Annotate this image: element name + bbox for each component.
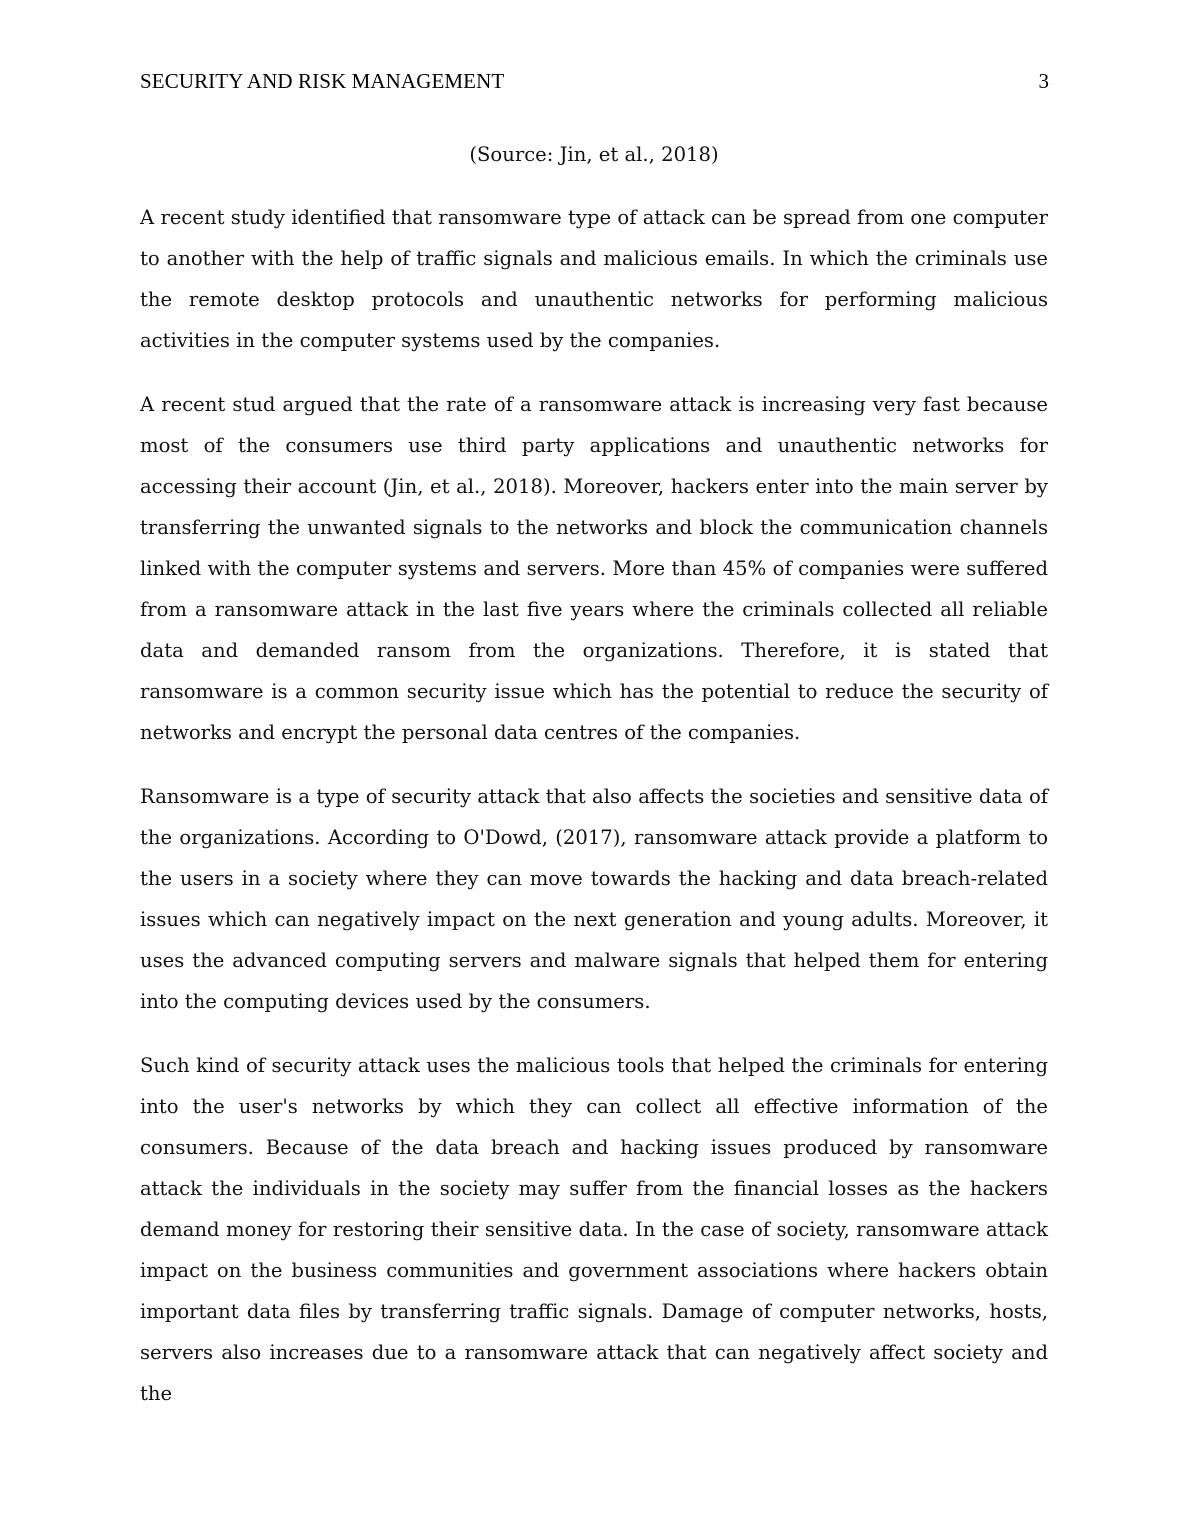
paragraph-ransomware-spread: A recent study identified that ransomware type of attack can be spread from one computer to another with the help of traffic signals and malicious emails. In which the criminals use the remote desktop protocols and unauthentic networks for performing malicious activities in the computer systems used by the companies. xyxy=(140,206,1048,352)
paragraph-malicious-tools: Such kind of security attack uses the malicious tools that helped the criminals for entering into the user's networks by which they can collect all effective information of the consumers. Because of the data breach and hacking issues produced by ransomware attack the individuals in the society may suffer from the financial losses as the hackers demand money for restoring their sensitive data. In the case of society, ransomware attack impact on the business communities and government associations where hackers obtain important data files by transferring traffic signals. Damage of computer networks, hosts, servers also increases due to a ransomware attack that can negatively affect society and the xyxy=(140,1054,1048,1405)
body-text xyxy=(140,136,1048,1437)
paragraph-attack-rate: A recent stud argued that the rate of a ransomware attack is increasing very fast because most of the consumers use third party applications and unauthentic networks for accessing their account (Jin, et al., 2018). Moreover, hackers enter into the main server by transferring the unwanted signals to the networks and block the communication channels linked with the computer systems and servers. More than 45% of companies were suffered from a ransomware attack in the last five years where the criminals collected all reliable data and demanded ransom from the organizations. Therefore, it is stated that ransomware is a common security issue which has the potential to reduce the security of networks and encrypt the personal data centres of the companies. xyxy=(140,393,1048,744)
running-head: SECURITY AND RISK MANAGEMENT xyxy=(140,69,505,93)
page-number: 3 xyxy=(1038,69,1049,93)
figure-source-caption: (Source: Jin, et al., 2018) xyxy=(469,143,719,166)
paragraph-society-impact: Ransomware is a type of security attack that also affects the societies and sensitive data of the organizations. According to O'Dowd, (2017), ransomware attack provide a platform to the users in a society where they can move towards the hacking and data breach-related issues which can negatively impact on the next generation and young adults. Moreover, it uses the advanced computing servers and malware signals that helped them for entering into the computing devices used by the consumers. xyxy=(140,785,1048,1013)
